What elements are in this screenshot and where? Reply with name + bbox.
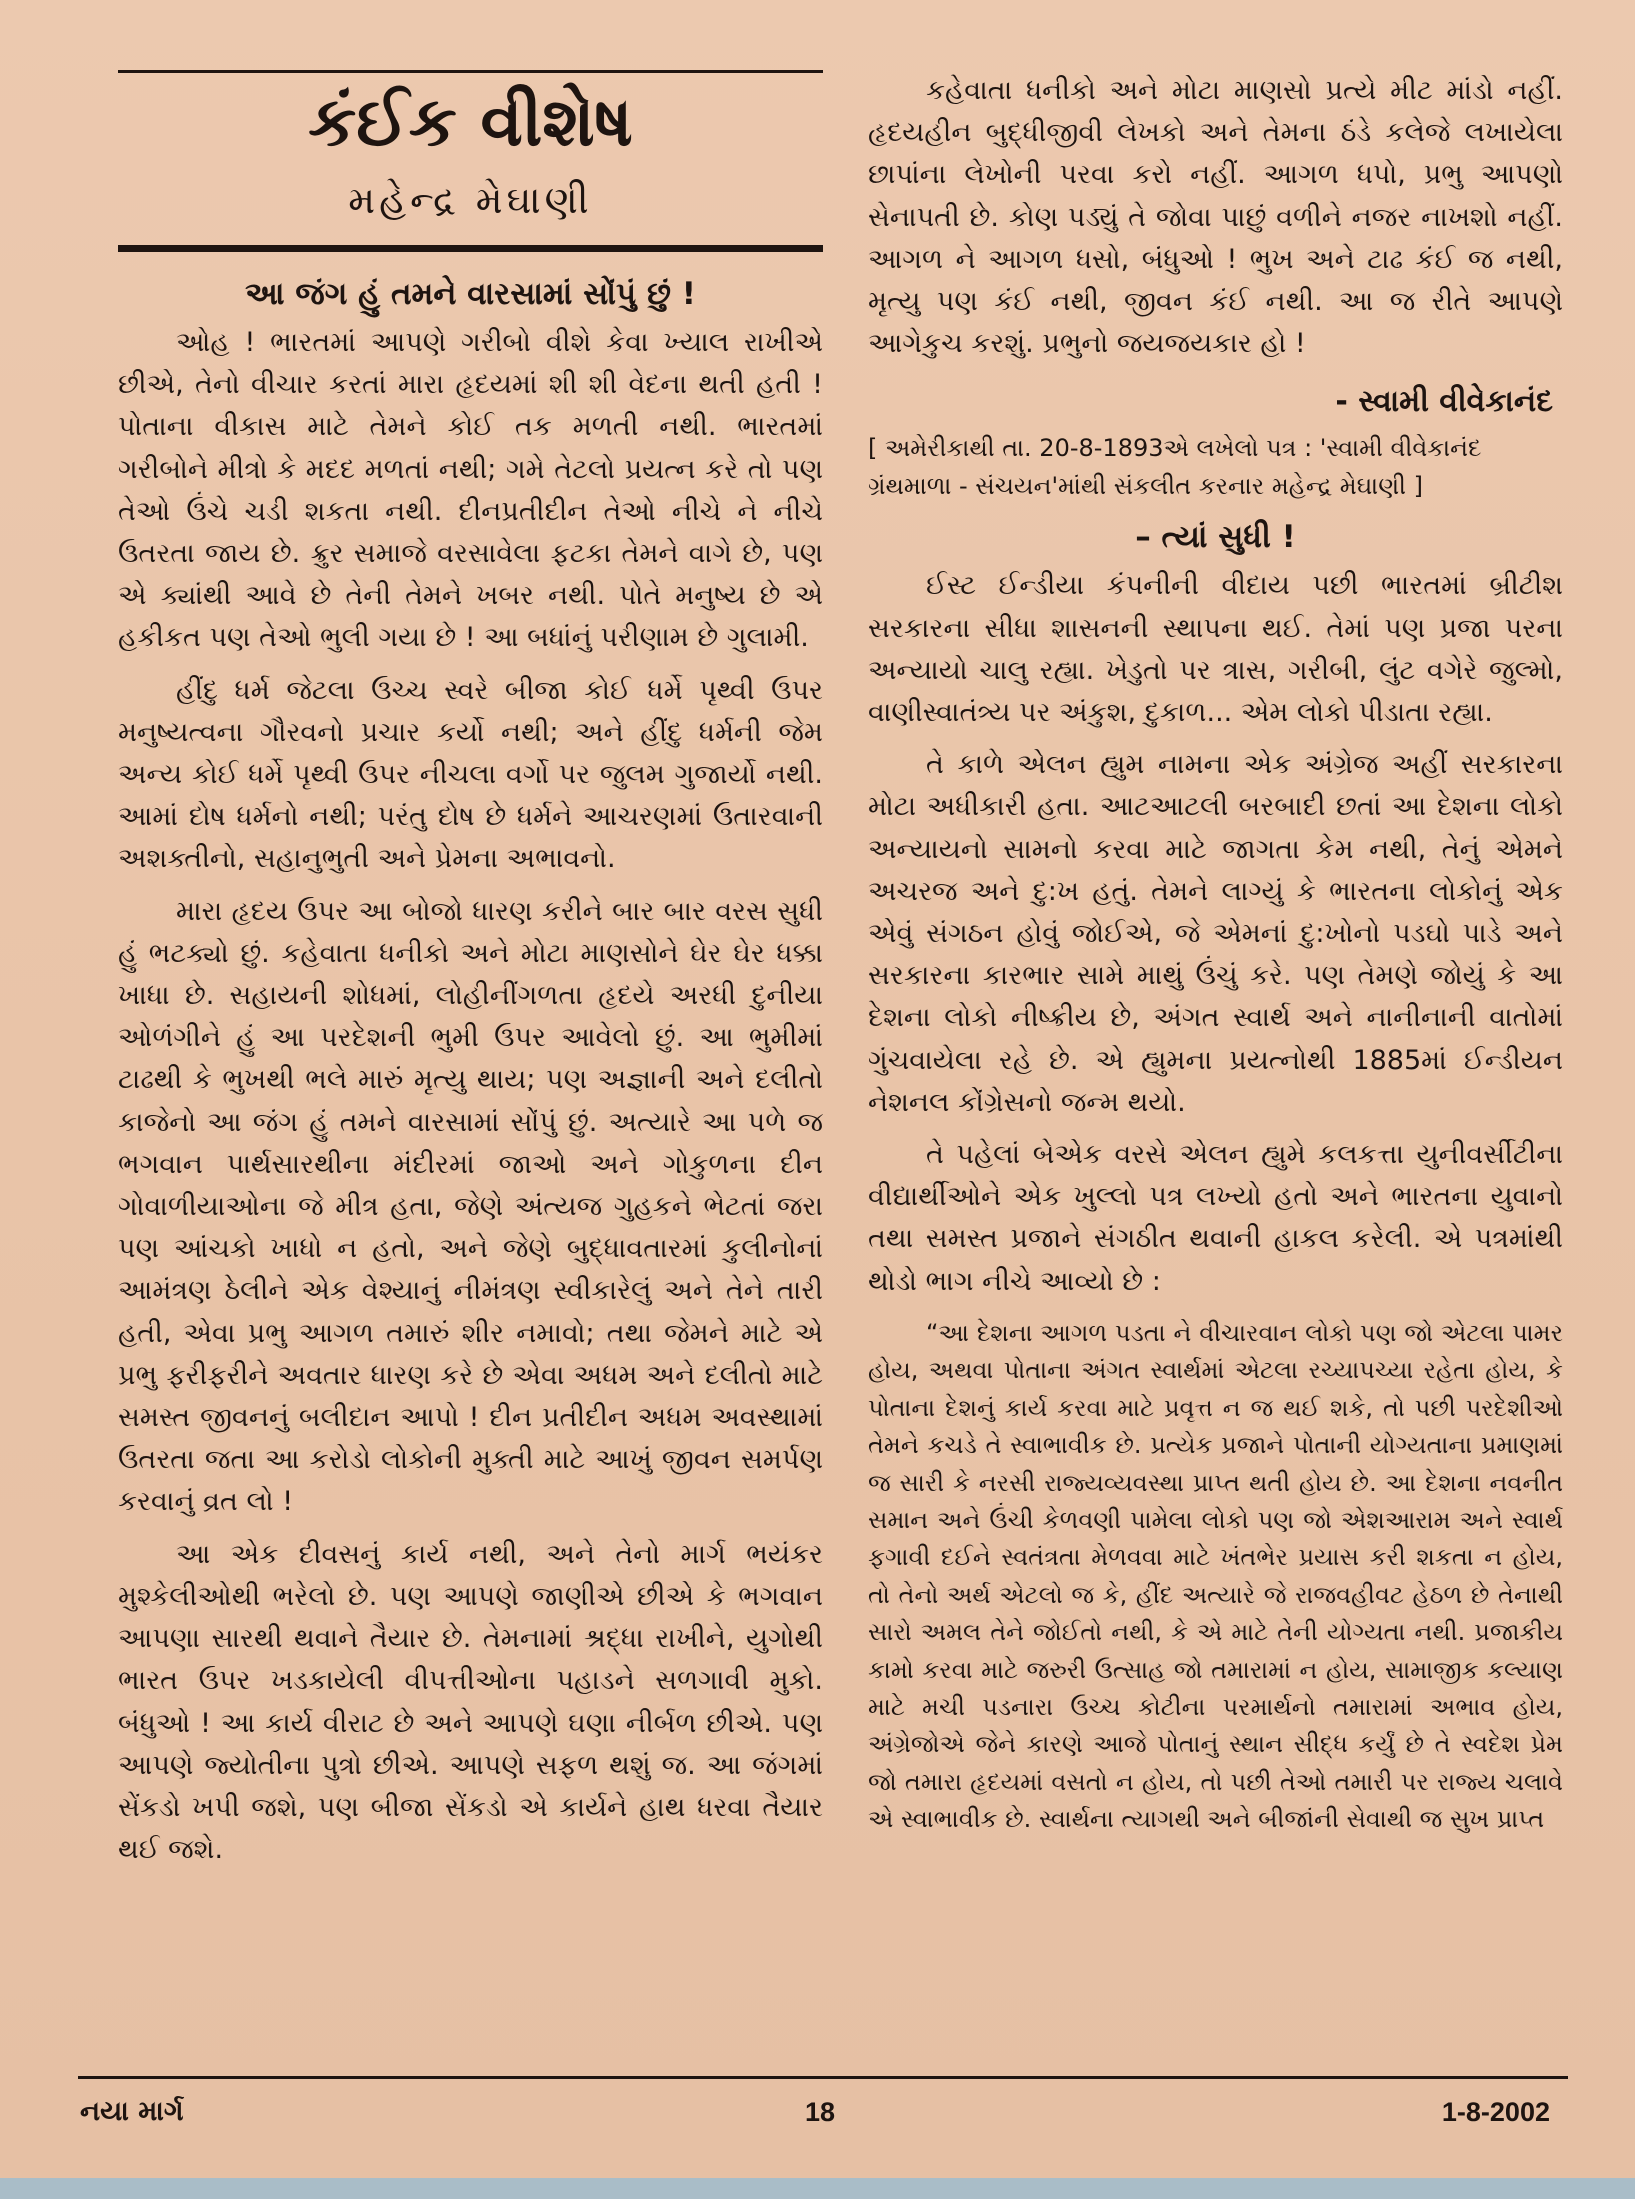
title-bottom-rule: [118, 245, 823, 252]
heading-1: આ જંગ હું તમને વારસામાં સોંપું છું !: [245, 276, 696, 312]
paragraph: હીંદુ ધર્મ જેટલા ઉચ્ચ સ્વરે બીજા કોઈ ધર્મે પૃથ્વી ઉપર મનુષ્યત્વના ગૌરવનો પ્રચાર કર્યો નથી; અને હીંદુ ધર્મની જેમ અન્ય કોઈ ધર્મે પૃથ્વી ઉપર નીચલા વર્ગો પર જુલમ ગુજાર્યો નથી. આમાં દોષ ધર્મનો નથી; પરંતુ દોષ છે ધર્મને આચરણમાં ઉતારવાની અશક્તીનો, સહાનુભુતી અને પ્રેમના અભાવનો.: [118, 674, 823, 875]
paragraph: તે કાળે એલન હ્યુમ નામના એક અંગ્રેજ અહીં સરકારના મોટા અધીકારી હતા. આટઆટલી બરબાદી છતાં આ દેશના લોકો અન્યાયનો સામનો કરવા માટે જાગતા કેમ નથી, તેનું એમને અચરજ અને દુ:ખ હતું. તેમને લાગ્યું કે ભારતના લોકોનું એક એવું સંગઠન હોવું જોઈએ, જે એમનાં દુ:ખોનો પડઘો પાડે અને સરકારના કારભાર સામે માથું ઉંચું કરે. પણ તેમણે જોયું કે આ દેશના લોકો નીષ્ક્રીય છે, અંગત સ્વાર્થ અને નાનીનાની વાતોમાં ગુંચવાયેલા રહે છે. એ હ્યુમના પ્રયત્નોથી 1885માં ઈન્ડીયન નેશનલ કોંગ્રેસનો જન્મ થયો.: [868, 749, 1563, 1118]
paragraph: આ એક દીવસનું કાર્ય નથી, અને તેનો માર્ગ ભયંકર મુશ્કેલીઓથી ભરેલો છે. પણ આપણે જાણીએ છીએ કે ભગવાન આપણા સારથી થવાને તૈયાર છે. તેમનામાં શ્રદ્ધા રાખીને, યુગોથી ભારત ઉપર ખડકાયેલી વીપત્તીઓના પહાડને સળગાવી મુકો. બંધુઓ ! આ કાર્ય વીરાટ છે અને આપણે ઘણા નીર્બળ છીએ. પણ આપણે જ્યોતીના પુત્રો છીએ. આપણે સફળ થશું જ. આ જંગમાં સેંકડો ખપી જશે, પણ બીજા સેંકડો એ કાર્યને હાથ ધરવા તૈયાર થઈ જશે.: [118, 1538, 823, 1866]
source-note: [ અમેરીકાથી તા. 20-8-1893એ લખેલો પત્ર : 'સ્વામી વીવેકાનંદ ગ્રંથમાળા - સંચયન'માંથી સંકલીત કરનાર મહેન્દ્ર મેઘાણી ]: [868, 434, 1482, 501]
author-name: મહેન્દ્ર મેઘાણી: [348, 178, 593, 222]
footer-rule: [78, 2076, 1568, 2079]
page-number: 18: [804, 2097, 836, 2127]
left-column: [118, 70, 823, 1871]
paragraph: ઈસ્ટ ઈન્ડીયા કંપનીની વીદાય પછી ભારતમાં બ્રીટીશ સરકારના સીધા શાસનની સ્થાપના થઈ. તેમાં પણ પ્રજા પરના અન્યાયો ચાલુ રહ્યા. ખેડુતો પર ત્રાસ, ગરીબી, લુંટ વગેરે જુલ્મો, વાણીસ્વાતંત્ર્ય પર અંકુશ, દુકાળ... એમ લોકો પીડાતા રહ્યા.: [868, 570, 1563, 729]
paragraph: કહેવાતા ધનીકો અને મોટા માણસો પ્રત્યે મીટ માંડો નહીં. હૃદયહીન બુદ્ધીજીવી લેખકો અને તેમના ઠંડે કલેજે લખાયેલા છાપાંના લેખોની પરવા કરો નહીં. આગળ ધપો, પ્રભુ આપણો સેનાપતી છે. કોણ પડ્યું તે જોવા પાછું વળીને નજર નાખશો નહીં. આગળ ને આગળ ધસો, બંધુઓ ! ભુખ અને ટાઢ કંઈ જ નથી, મૃત્યુ પણ કંઈ નથી, જીવન કંઈ નથી. આ જ રીતે આપણે આગેકુચ કરશું. પ્રભુનો જયજયકાર હો !: [868, 75, 1563, 360]
heading-2: – ત્યાં સુધી !: [1135, 519, 1296, 556]
paragraph: મારા હૃદય ઉપર આ બોજો ધારણ કરીને બાર બાર વરસ સુધી હું ભટક્યો છું. કહેવાતા ધનીકો અને મોટા માણસોને ઘેર ઘેર ધક્કા ખાધા છે. સહાયની શોધમાં, લોહીનીંગળતા હૃદયે અરધી દુનીયા ઓળંગીને હું આ પરદેશની ભુમી ઉપર આવેલો છું. આ ભુમીમાં ટાઢથી કે ભુખથી ભલે મારું મૃત્યુ થાય; પણ અજ્ઞાની અને દલીતો કાજેનો આ જંગ હું તમને વારસામાં સોંપું છું. અત્યારે આ પળે જ ભગવાન પાર્થસારથીના મંદીરમાં જાઓ અને ગોકુળના દીન ગોવાળીયાઓના જે મીત્ર હતા, જેણે અંત્યજ ગુહકને ભેટતાં જરા પણ આંચકો ખાધો ન હતો, અને જેણે બુદ્ધાવતારમાં કુલીનોનાં આમંત્રણ ઠેલીને એક વેશ્યાનું નીમંત્રણ સ્વીકારેલું અને તેને તારી હતી, એવા પ્રભુ આગળ તમારું શીર નમાવો; તથા જેમને માટે એ પ્રભુ ફરીફરીને અવતાર ધારણ કરે છે એવા અધમ અને દલીતો માટે સમસ્ત જીવનનું બલીદાન આપો ! દીન પ્રતીદીન અધમ અવસ્થામાં ઉતરતા જતા આ કરોડો લોકોની મુક્તી માટે આખું જીવન સમર્પણ કરવાનું વ્રત લો !: [118, 895, 823, 1518]
quote-paragraph: “આ દેશના આગળ પડતા ને વીચારવાન લોકો પણ જો એટલા પામર હોય, અથવા પોતાના અંગત સ્વાર્થમાં એટલા રચ્યાપચ્યા રહેતા હોય, કે પોતાના દેશનું કાર્ય કરવા માટે પ્રવૃત્ત ન જ થઈ શકે, તો પછી પરદેશીઓ તેમને કચડે તે સ્વાભાવીક છે. પ્રત્યેક પ્રજાને પોતાની યોગ્યતાના પ્રમાણમાં જ સારી કે નરસી રાજ્યવ્યવસ્થા પ્રાપ્ત થતી હોય છે. આ દેશના નવનીત સમાન અને ઉંચી કેળવણી પામેલા લોકો પણ જો એશઆરામ અને સ્વાર્થ ફગાવી દઈને સ્વતંત્રતા મેળવવા માટે ખંતભેર પ્રયાસ કરી શકતા ન હોય, તો તેનો અર્થ એટલો જ કે, હીંદ અત્યારે જે રાજવહીવટ હેઠળ છે તેનાથી સારો અમલ તેને જોઈતો નથી, કે એ માટે તેની યોગ્યતા નથી. પ્રજાકીય કામો કરવા માટે જરુરી ઉત્સાહ જો તમારામાં ન હોય, સામાજીક કલ્યાણ માટે મચી પડનારા ઉચ્ચ કોટીના પરમાર્થનો તમારામાં અભાવ હોય, અંગ્રેજોએ જેને કારણે આજે પોતાનું સ્થાન સીદ્ધ કર્યું છે તે સ્વદેશ પ્રેમ જો તમારા હૃદયમાં વસતો ન હોય, તો પછી તેઓ તમારી પર રાજ્ય ચલાવે એ સ્વાભાવીક છે. સ્વાર્થના ત્યાગથી અને બીજાંની સેવાથી જ સુખ પ્રાપ્ત: [868, 1318, 1563, 1834]
paragraph: તે પહેલાં બેએક વરસે એલન હ્યુમે કલકત્તા યુનીવર્સીટીના વીદ્યાર્થીઓને એક ખુલ્લો પત્ર લખ્યો હતો અને ભારતના યુવાનો તથા સમસ્ત પ્રજાને સંગઠીત થવાની હાકલ કરેલી. એ પત્રમાંથી થોડો ભાગ નીચે આવ્યો છે :: [868, 1139, 1563, 1297]
paragraph: ઓહ ! ભારતમાં આપણે ગરીબો વીશે કેવા ખ્યાલ રાખીએ છીએ, તેનો વીચાર કરતાં મારા હૃદયમાં શી શી વેદના થતી હતી ! પોતાના વીકાસ માટે તેમને કોઈ તક મળતી નથી. ભારતમાં ગરીબોને મીત્રો કે મદદ મળતાં નથી; ગમે તેટલો પ્રયત્ન કરે તો પણ તેઓ ઉંચે ચડી શકતા નથી. દીનપ્રતીદીન તેઓ નીચે ને નીચે ઉતરતા જાય છે. ક્રુર સમાજે વરસાવેલા ફટકા તેમને વાગે છે, પણ એ ક્યાંથી આવે છે તેની તેમને ખબર નથી. પોતે મનુષ્ય છે એ હકીકત પણ તેઓ ભુલી ગયા છે ! આ બધાંનું પરીણામ છે ગુલામી.: [118, 327, 823, 654]
title-top-rule: [118, 70, 823, 73]
issue-date: 1-8-2002: [1441, 2097, 1550, 2127]
right-column: [868, 70, 1563, 1839]
magazine-name: નયા માર્ગ: [80, 2096, 184, 2127]
signature: - સ્વામી વીવેકાનંદ: [1335, 384, 1553, 420]
scan-edge: [0, 2178, 1635, 2199]
section-title: કંઈક વીશેષ: [308, 83, 633, 162]
